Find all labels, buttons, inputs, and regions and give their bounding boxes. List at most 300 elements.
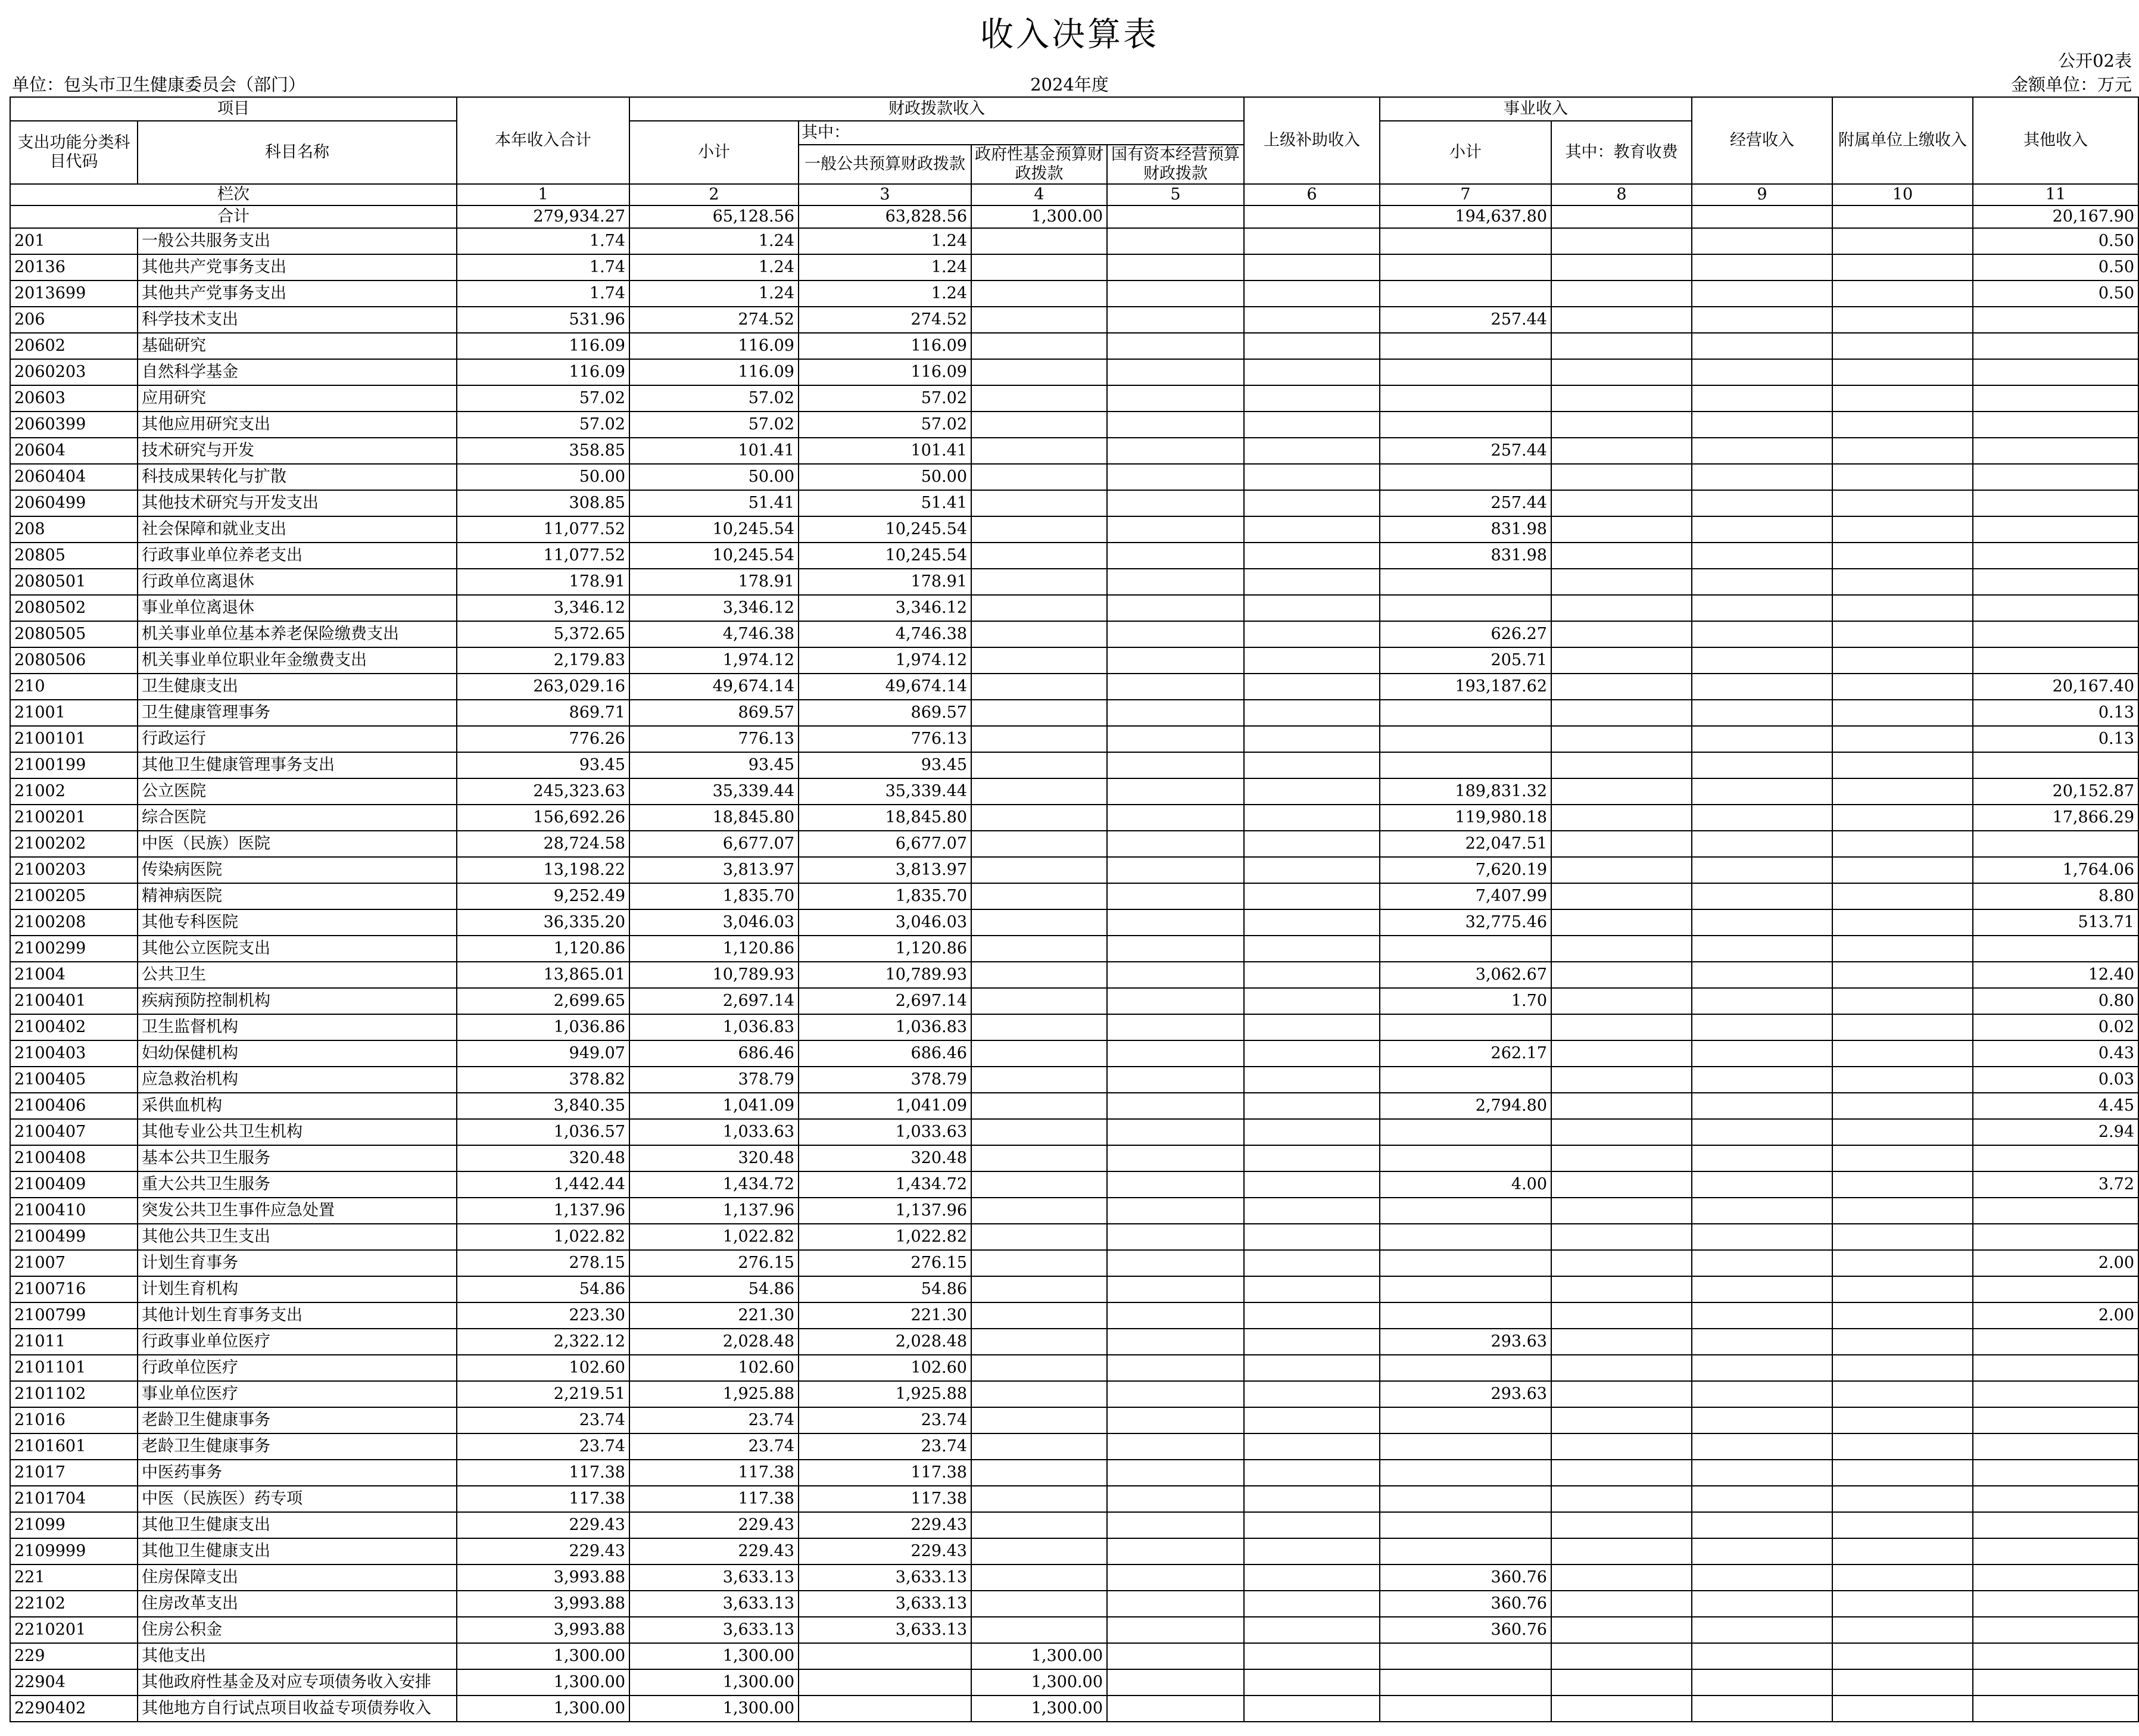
amount-cell [1244, 1538, 1380, 1564]
amount-cell [1244, 1067, 1380, 1093]
amount-cell [1244, 490, 1380, 516]
table-row [10, 988, 2138, 1014]
amount-cell [1551, 1486, 1692, 1512]
amount-cell: 276.15 [799, 1250, 971, 1276]
amount-cell [1692, 831, 1832, 857]
header-other: 其他收入 [1973, 97, 2138, 184]
subject-name-cell: 其他卫生健康管理事务支出 [138, 752, 457, 778]
amount-cell [1107, 1669, 1244, 1696]
subject-name-cell: 老龄卫生健康事务 [138, 1407, 457, 1433]
amount-cell: 229.43 [457, 1512, 629, 1538]
amount-cell [1973, 1617, 2138, 1643]
amount-cell [1692, 254, 1832, 280]
subject-name-cell: 突发公共卫生事件应急处置 [138, 1198, 457, 1224]
subject-code-cell: 20805 [10, 543, 138, 569]
amount-cell [1551, 1302, 1692, 1329]
subject-code-cell: 2100299 [10, 936, 138, 962]
amount-cell: 28,724.58 [457, 831, 629, 857]
amount-cell [1973, 621, 2138, 647]
amount-cell [1692, 359, 1832, 385]
amount-cell [1244, 1145, 1380, 1171]
amount-cell: 35,339.44 [629, 778, 799, 805]
amount-cell: 3,346.12 [457, 595, 629, 621]
total-cell: 20,167.90 [1973, 205, 2138, 228]
amount-cell [1551, 1669, 1692, 1696]
amount-cell [1244, 307, 1380, 333]
amount-cell [1832, 1512, 1973, 1538]
total-cell: 279,934.27 [457, 205, 629, 228]
amount-cell [1832, 1696, 1973, 1722]
amount-cell [1244, 674, 1380, 700]
header-code: 支出功能分类科目代码 [10, 121, 138, 184]
subject-code-cell: 21099 [10, 1512, 138, 1538]
amount-cell: 117.38 [799, 1486, 971, 1512]
amount-cell [1832, 1355, 1973, 1381]
amount-cell [1973, 1512, 2138, 1538]
amount-cell [1244, 569, 1380, 595]
amount-cell [1832, 909, 1973, 936]
amount-cell [1832, 857, 1973, 883]
amount-cell [1380, 726, 1551, 752]
amount-cell: 0.13 [1973, 726, 2138, 752]
subject-code-cell: 2100202 [10, 831, 138, 857]
amount-cell [1551, 647, 1692, 674]
amount-cell [1692, 543, 1832, 569]
amount-cell [799, 1696, 971, 1722]
amount-cell [1244, 438, 1380, 464]
amount-cell [1551, 1171, 1692, 1198]
subject-name-cell: 其他专科医院 [138, 909, 457, 936]
amount-cell [1973, 1460, 2138, 1486]
amount-cell [1244, 543, 1380, 569]
subject-name-cell: 技术研究与开发 [138, 438, 457, 464]
amount-cell [1551, 254, 1692, 280]
subject-name-cell: 其他共产党事务支出 [138, 254, 457, 280]
amount-cell [971, 307, 1107, 333]
amount-cell [1832, 1093, 1973, 1119]
amount-cell [1244, 595, 1380, 621]
amount-cell: 1,041.09 [629, 1093, 799, 1119]
amount-cell [971, 1014, 1107, 1040]
amount-cell [1832, 490, 1973, 516]
amount-cell [1551, 988, 1692, 1014]
amount-cell [1244, 700, 1380, 726]
subject-code-cell: 2100403 [10, 1040, 138, 1067]
subject-name-cell: 卫生监督机构 [138, 1014, 457, 1040]
amount-cell: 221.30 [629, 1302, 799, 1329]
amount-cell: 23.74 [629, 1407, 799, 1433]
amount-cell: 51.41 [799, 490, 971, 516]
amount-cell [1244, 516, 1380, 543]
amount-cell: 1,036.86 [457, 1014, 629, 1040]
amount-cell [1107, 1381, 1244, 1407]
amount-cell [1973, 412, 2138, 438]
total-cell [1551, 205, 1692, 228]
table-row [10, 1198, 2138, 1224]
amount-cell [1832, 385, 1973, 412]
subject-name-cell: 应急救治机构 [138, 1067, 457, 1093]
amount-cell [799, 1669, 971, 1696]
header-career: 事业收入 [1380, 97, 1692, 121]
table-row [10, 778, 2138, 805]
amount-cell: 4,746.38 [629, 621, 799, 647]
amount-cell [1973, 831, 2138, 857]
amount-cell: 245,323.63 [457, 778, 629, 805]
table-row [10, 254, 2138, 280]
amount-cell [1107, 516, 1244, 543]
subject-code-cell: 2100410 [10, 1198, 138, 1224]
amount-cell [1107, 752, 1244, 778]
amount-cell: 51.41 [629, 490, 799, 516]
amount-cell [1832, 464, 1973, 490]
amount-cell [1973, 936, 2138, 962]
amount-cell [1692, 569, 1832, 595]
amount-cell: 320.48 [799, 1145, 971, 1171]
amount-cell: 117.38 [457, 1486, 629, 1512]
amount-cell [1380, 333, 1551, 359]
amount-cell [1692, 1643, 1832, 1669]
amount-cell [1832, 307, 1973, 333]
subject-code-cell: 2100401 [10, 988, 138, 1014]
amount-cell [1107, 359, 1244, 385]
amount-cell [971, 857, 1107, 883]
subject-code-cell: 2060203 [10, 359, 138, 385]
total-cell [1244, 205, 1380, 228]
table-row [10, 228, 2138, 254]
amount-cell: 0.50 [1973, 254, 2138, 280]
amount-cell [1107, 543, 1244, 569]
amount-cell: 57.02 [799, 412, 971, 438]
amount-cell [1692, 805, 1832, 831]
amount-cell [1107, 1329, 1244, 1355]
amount-cell: 49,674.14 [799, 674, 971, 700]
amount-cell [1380, 752, 1551, 778]
table-row [10, 1093, 2138, 1119]
subject-code-cell: 2100408 [10, 1145, 138, 1171]
amount-cell [1107, 1198, 1244, 1224]
amount-cell [1551, 1329, 1692, 1355]
amount-cell [1107, 412, 1244, 438]
amount-cell: 117.38 [629, 1460, 799, 1486]
amount-cell: 20,152.87 [1973, 778, 2138, 805]
subject-name-cell: 中医（民族）医院 [138, 831, 457, 857]
amount-cell [1692, 1486, 1832, 1512]
amount-cell: 3,633.13 [629, 1564, 799, 1591]
subject-code-cell: 20604 [10, 438, 138, 464]
amount-cell [971, 988, 1107, 1014]
amount-cell: 1,974.12 [629, 647, 799, 674]
amount-cell: 776.26 [457, 726, 629, 752]
subject-code-cell: 2080506 [10, 647, 138, 674]
amount-cell [1380, 359, 1551, 385]
header-operating: 经营收入 [1692, 97, 1832, 184]
amount-cell [1832, 1198, 1973, 1224]
amount-cell [1107, 1512, 1244, 1538]
amount-cell [1551, 805, 1692, 831]
amount-cell [1380, 228, 1551, 254]
amount-cell [1380, 1198, 1551, 1224]
subject-code-cell: 2080502 [10, 595, 138, 621]
amount-cell: 10,245.54 [629, 543, 799, 569]
table-row [10, 412, 2138, 438]
table-row [10, 280, 2138, 307]
amount-cell: 308.85 [457, 490, 629, 516]
amount-cell [1832, 752, 1973, 778]
subject-name-cell: 综合医院 [138, 805, 457, 831]
amount-cell: 116.09 [457, 333, 629, 359]
subject-name-cell: 机关事业单位基本养老保险缴费支出 [138, 621, 457, 647]
amount-cell [1832, 228, 1973, 254]
header-career-subtotal: 小计 [1380, 121, 1551, 184]
amount-cell [1973, 1669, 2138, 1696]
amount-cell: 3,633.13 [629, 1617, 799, 1643]
subject-code-cell: 2100499 [10, 1224, 138, 1250]
amount-cell: 262.17 [1380, 1040, 1551, 1067]
amount-cell [971, 1171, 1107, 1198]
amount-cell: 17,866.29 [1973, 805, 2138, 831]
amount-cell: 2,219.51 [457, 1381, 629, 1407]
subject-code-cell: 2080501 [10, 569, 138, 595]
column-index-cell: 7 [1380, 184, 1551, 205]
amount-cell: 3,046.03 [629, 909, 799, 936]
amount-cell [1832, 674, 1973, 700]
amount-cell: 869.57 [799, 700, 971, 726]
amount-cell [1380, 1119, 1551, 1145]
subject-name-cell: 妇幼保健机构 [138, 1040, 457, 1067]
amount-cell [971, 412, 1107, 438]
amount-cell: 13,865.01 [457, 962, 629, 988]
amount-cell [1692, 1460, 1832, 1486]
amount-cell: 1,300.00 [971, 1696, 1107, 1722]
table-row [10, 1538, 2138, 1564]
amount-cell [1551, 1433, 1692, 1460]
amount-cell: 50.00 [629, 464, 799, 490]
amount-cell [1832, 831, 1973, 857]
amount-cell [1973, 1564, 2138, 1591]
amount-cell [1692, 700, 1832, 726]
amount-cell: 1.74 [457, 228, 629, 254]
amount-cell [1832, 543, 1973, 569]
subject-code-cell: 2100407 [10, 1119, 138, 1145]
subject-name-cell: 行政运行 [138, 726, 457, 752]
amount-cell [1380, 595, 1551, 621]
column-index-cell: 1 [457, 184, 629, 205]
amount-cell [1832, 1486, 1973, 1512]
amount-cell [1107, 1538, 1244, 1564]
amount-cell [971, 1538, 1107, 1564]
header-education-fee: 其中：教育收费 [1551, 121, 1692, 184]
amount-cell [1551, 1276, 1692, 1302]
amount-cell: 117.38 [799, 1460, 971, 1486]
amount-cell [1551, 1512, 1692, 1538]
amount-cell [1380, 569, 1551, 595]
column-index-cell: 5 [1107, 184, 1244, 205]
amount-cell: 101.41 [629, 438, 799, 464]
amount-cell: 178.91 [629, 569, 799, 595]
amount-cell [971, 805, 1107, 831]
amount-cell [1832, 1564, 1973, 1591]
subject-name-cell: 采供血机构 [138, 1093, 457, 1119]
amount-cell: 686.46 [799, 1040, 971, 1067]
table-row [10, 831, 2138, 857]
table-row [10, 385, 2138, 412]
amount-cell: 93.45 [799, 752, 971, 778]
subject-name-cell: 住房公积金 [138, 1617, 457, 1643]
amount-cell [1551, 1224, 1692, 1250]
total-cell: 194,637.80 [1380, 205, 1551, 228]
amount-cell [1244, 1591, 1380, 1617]
amount-cell: 117.38 [457, 1460, 629, 1486]
subject-name-cell: 其他公立医院支出 [138, 936, 457, 962]
subject-code-cell: 20603 [10, 385, 138, 412]
amount-cell [971, 1381, 1107, 1407]
amount-cell [1973, 464, 2138, 490]
amount-cell: 6,677.07 [629, 831, 799, 857]
amount-cell [971, 752, 1107, 778]
amount-cell: 1,974.12 [799, 647, 971, 674]
amount-cell [971, 280, 1107, 307]
amount-cell [1692, 1119, 1832, 1145]
amount-cell [1244, 1224, 1380, 1250]
amount-cell [1692, 752, 1832, 778]
table-row [10, 1224, 2138, 1250]
amount-cell [1973, 647, 2138, 674]
amount-cell: 1,300.00 [971, 1669, 1107, 1696]
amount-cell [1692, 726, 1832, 752]
amount-cell: 10,789.93 [629, 962, 799, 988]
amount-cell [1973, 1224, 2138, 1250]
amount-cell: 93.45 [457, 752, 629, 778]
amount-cell [971, 726, 1107, 752]
amount-cell: 3,633.13 [799, 1591, 971, 1617]
amount-cell [1107, 1643, 1244, 1669]
amount-cell: 1,300.00 [629, 1696, 799, 1722]
amount-cell [1244, 1302, 1380, 1329]
amount-cell: 2.00 [1973, 1250, 2138, 1276]
amount-cell: 1.74 [457, 254, 629, 280]
amount-cell [1107, 1014, 1244, 1040]
amount-cell: 0.03 [1973, 1067, 2138, 1093]
amount-cell: 686.46 [629, 1040, 799, 1067]
amount-cell: 1,300.00 [457, 1669, 629, 1696]
amount-cell [1973, 752, 2138, 778]
amount-cell [1692, 621, 1832, 647]
amount-cell [1832, 333, 1973, 359]
table-row [10, 359, 2138, 385]
amount-cell [1692, 778, 1832, 805]
amount-cell [1107, 438, 1244, 464]
amount-cell [1244, 1512, 1380, 1538]
amount-cell: 10,245.54 [799, 543, 971, 569]
amount-cell: 2,697.14 [629, 988, 799, 1014]
amount-cell [1107, 674, 1244, 700]
subject-name-cell: 应用研究 [138, 385, 457, 412]
subject-code-cell: 2101704 [10, 1486, 138, 1512]
header-fiscal-of-which: 其中： [799, 121, 1244, 145]
table-row [10, 595, 2138, 621]
amount-cell [1107, 1564, 1244, 1591]
subject-code-cell: 22102 [10, 1591, 138, 1617]
amount-cell [1107, 1276, 1244, 1302]
subject-name-cell: 住房改革支出 [138, 1591, 457, 1617]
reporting-unit: 单位：包头市卫生健康委员会（部门） [12, 74, 306, 95]
amount-cell [1380, 280, 1551, 307]
amount-cell [1692, 1696, 1832, 1722]
amount-cell: 257.44 [1380, 438, 1551, 464]
amount-cell: 205.71 [1380, 647, 1551, 674]
amount-cell [1832, 516, 1973, 543]
amount-cell: 831.98 [1380, 516, 1551, 543]
amount-cell: 278.15 [457, 1250, 629, 1276]
amount-cell [1107, 228, 1244, 254]
amount-cell [1973, 1276, 2138, 1302]
amount-cell: 293.63 [1380, 1329, 1551, 1355]
amount-cell [1551, 621, 1692, 647]
amount-cell [1107, 1617, 1244, 1643]
amount-cell [1551, 1198, 1692, 1224]
table-row [10, 1381, 2138, 1407]
amount-cell [1832, 1224, 1973, 1250]
amount-cell [971, 1250, 1107, 1276]
amount-cell [1380, 1669, 1551, 1696]
amount-cell [1107, 490, 1244, 516]
amount-cell [1832, 595, 1973, 621]
amount-cell [1832, 936, 1973, 962]
amount-cell: 2,699.65 [457, 988, 629, 1014]
table-row [10, 1040, 2138, 1067]
amount-cell [1692, 1407, 1832, 1433]
amount-cell [1551, 1617, 1692, 1643]
amount-cell: 3,840.35 [457, 1093, 629, 1119]
subject-name-cell: 其他专业公共卫生机构 [138, 1119, 457, 1145]
amount-cell [1107, 1040, 1244, 1067]
subject-code-cell: 2100406 [10, 1093, 138, 1119]
amount-cell [1107, 464, 1244, 490]
amount-cell [1107, 333, 1244, 359]
subject-code-cell: 21004 [10, 962, 138, 988]
amount-cell [1380, 412, 1551, 438]
amount-cell [1107, 936, 1244, 962]
amount-cell [971, 1512, 1107, 1538]
amount-cell: 13,198.22 [457, 857, 629, 883]
amount-cell [971, 1276, 1107, 1302]
subject-name-cell: 住房保障支出 [138, 1564, 457, 1591]
amount-cell [1244, 1040, 1380, 1067]
table-row [10, 621, 2138, 647]
amount-cell [1107, 700, 1244, 726]
amount-cell [1692, 1040, 1832, 1067]
amount-cell [971, 1460, 1107, 1486]
amount-cell [1107, 621, 1244, 647]
amount-cell: 57.02 [629, 385, 799, 412]
amount-cell [1380, 1250, 1551, 1276]
amount-cell [1551, 857, 1692, 883]
amount-cell: 20,167.40 [1973, 674, 2138, 700]
amount-cell: 7,407.99 [1380, 883, 1551, 909]
amount-cell: 11,077.52 [457, 516, 629, 543]
amount-cell: 320.48 [457, 1145, 629, 1171]
amount-cell [1832, 962, 1973, 988]
amount-cell [1692, 1093, 1832, 1119]
subject-name-cell: 精神病医院 [138, 883, 457, 909]
subject-name-cell: 行政事业单位医疗 [138, 1329, 457, 1355]
amount-cell [1380, 1014, 1551, 1040]
table-row [10, 1014, 2138, 1040]
amount-cell: 9,252.49 [457, 883, 629, 909]
amount-cell: 102.60 [629, 1355, 799, 1381]
amount-cell [1973, 516, 2138, 543]
amount-cell [971, 1119, 1107, 1145]
